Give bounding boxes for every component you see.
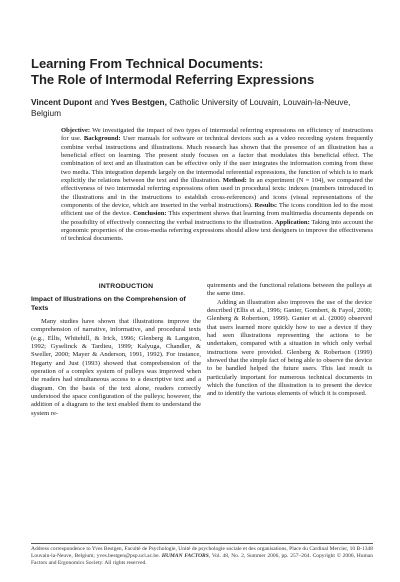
abstract-method: In an experiment (N = 104), we compared the effectiveness of two intermodal referring expressions often used in procedural texts: indexes (numbers introduced in the illustrations and in the instructions to establish cross-references) and icons (visual representations of the components of the device, which are inserted in the verbal instructions). [61,177,373,210]
abstract-conclusion-label: Conclusion: [133,210,167,218]
abstract [61,127,373,244]
author-conjunction: and [92,97,111,107]
body-column-left [31,318,201,418]
body-paragraph-right-2: Adding an illustration also improves the use of the device described (Ellis et al., 1996; Ganier, Gombert, & Fayol, 2000; Glenberg & Robertson, 1999). Ganier et al. (2000) observed that users learned more quickly how to use a device if they had seen illustrations representing the actions to be undertaken, compared with a situation in which only verbal instructions were provided. Glenberg & Robertson (1999) showed that the simple fact of being able to observe the device to be handled helped the future users. This last result is particularly important for numerous technical documents in which the function of the illustration is to present the device and to identify the various elements of which it is composed. [207,298,372,398]
body-paragraph-right-1: quirements and the functional relations between the pulleys at the same time. [207,282,372,298]
author-affiliation: Catholic University of Louvain, Louvain-la-Neuve, Belgium [31,97,351,118]
title-line-2: The Role of Intermodal Referring Expressions [31,72,315,87]
footnote-citation: , Vol. 48, No. 2, Summer 2006, pp. 257–264. Copyright © 2006, Human Factors and Ergonomics Society. All rights reserved. [31,553,374,567]
subsection-heading: Impact of Illustrations on the Comprehension of Texts [31,296,186,312]
article-title [31,56,371,88]
abstract-objective: We investigated the impact of two types of intermodal referring expressions on efficiency of instructions for use. [61,127,373,143]
footnote-journal: HUMAN FACTORS [161,553,209,560]
footnote-address: Address correspondence to Yves Bestgen, Faculté de Psychologie, Unité de psychologie sociale et des organisations, Place du Cardinal Mercier, 10 B-1348 Louvain-la-Neuve, Belgium; yves.bestgen@psp.ucl.ac.be. [31,546,373,560]
body-paragraph-left: Many studies have shown that illustrations improve the comprehension of narrative, informative, and procedural texts (e.g., Ellis, Whitehill, & Irick, 1996; Glenberg & Langston, 1992; Gyselinck & Tardieu, 1999; Kalyuga, Chandler, & Sweller, 2000; Mayer & Anderson, 1991, 1992). For instance, Hegarty and Just (1993) showed that comprehension of the operation of a complex system of pulleys was improved when the readers had simultaneous access to a descriptive text and a diagram. On the basis of the text alone, readers correctly understood the space configuration of the pulleys; however, the addition of a diagram to the text enabled them to understand the system re- [31,318,201,417]
footnote [31,546,373,568]
abstract-method-label: Method: [222,177,247,185]
abstract-results: The icons condition led to the most efficient use of the device. [61,202,373,218]
abstract-background: User manuals for software or technical devices such as a video recording system frequently combine verbal instructions and illustrations. Much research has shown that the presence of an illustration has a beneficial effect on learning. The present study focuses on a factor that modulates this beneficial effect. The combination of text and an illustration can be effective only if the user integrates the information coming from these two media. This integration depends largely on the intermodal referential expressions, the function of which is to mark explicitly the relations between the text and the illustration. [61,135,373,185]
author-name-2: Yves Bestgen, [110,97,167,107]
abstract-objective-label: Objective: [61,127,91,134]
abstract-application-label: Application: [274,218,310,226]
abstract-results-label: Results: [254,202,278,210]
author-line [31,97,376,119]
abstract-conclusion: This experiment shows that learning from multimedia documents depends on the possibility of effectively connecting the verbal instructions to the illustration. [61,210,373,226]
abstract-application: Taking into account the ergonomic properties of the cross-media referring expressions should allow text designers to improve the effectiveness of technical documents. [61,218,373,243]
footer-divider [31,543,373,544]
body-column-right [207,282,372,399]
author-name-1: Vincent Dupont [31,97,93,107]
title-line-1: Learning From Technical Documents: [31,56,264,71]
abstract-background-label: Background: [83,135,121,143]
section-heading-introduction: INTRODUCTION [98,283,154,290]
